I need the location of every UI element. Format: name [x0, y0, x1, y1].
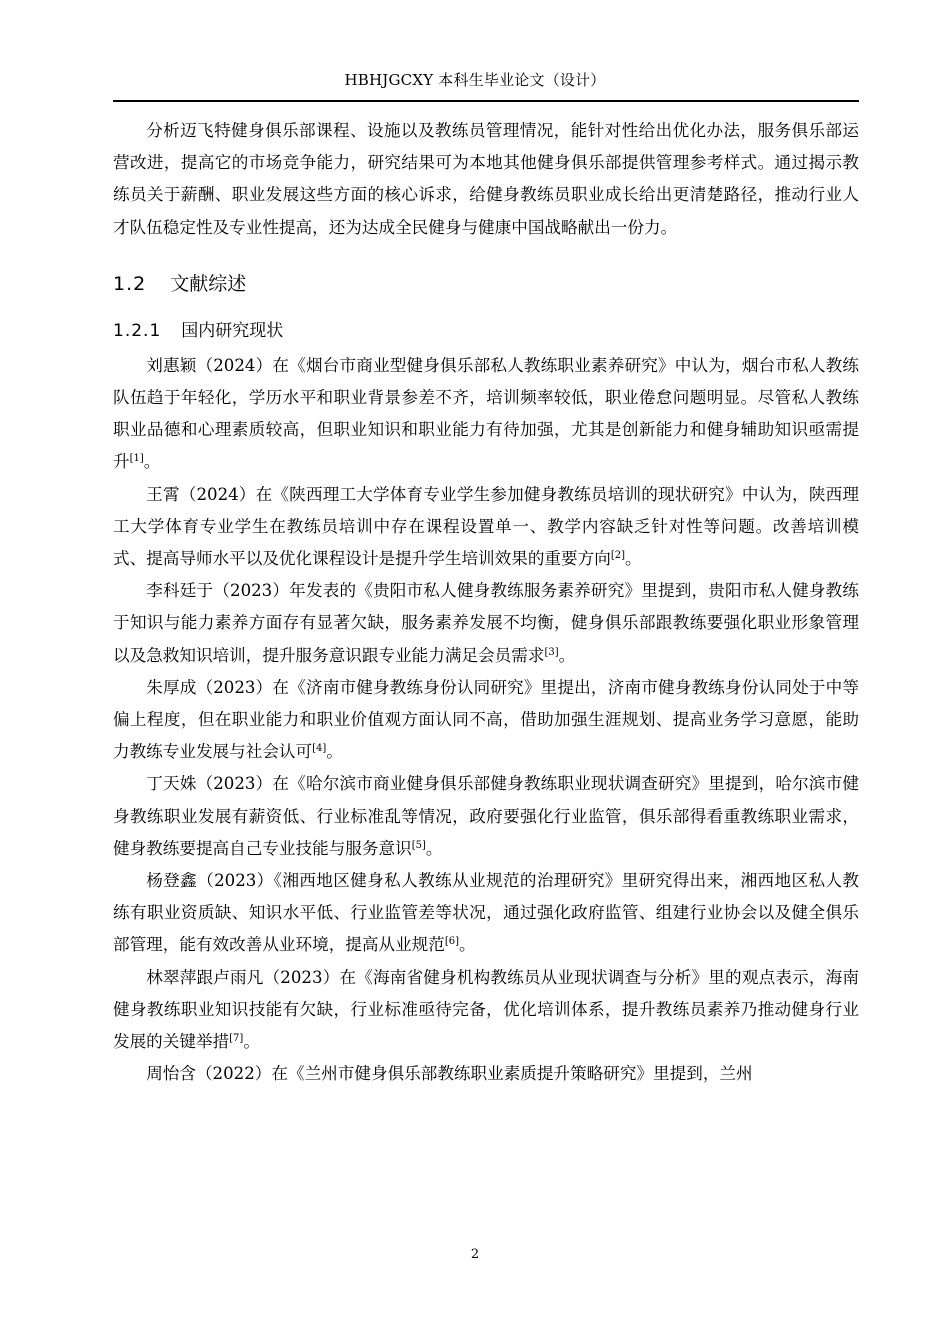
citation-ref: [4]	[312, 743, 327, 755]
review-end: 。	[326, 742, 343, 762]
review-paragraph-7	[113, 962, 859, 1059]
subsection-heading	[113, 318, 859, 344]
review-text: 杨登鑫（2023）《湘西地区健身私人教练从业规范的治理研究》里研究得出来，湘西地区私人教练有职业资质缺、知识水平低、行业监管差等状况，通过强化政府监管、组建行业协会以及健全俱乐部管理，能有效改善从业环境，提高从业规范	[113, 871, 859, 955]
running-header: HBHJGCXY 本科生毕业论文（设计）	[344, 71, 606, 89]
review-paragraph-1	[113, 350, 859, 479]
citation-ref: [3]	[544, 646, 559, 658]
citation-ref: [2]	[610, 550, 625, 562]
review-paragraph-6	[113, 865, 859, 962]
review-end: 。	[459, 935, 476, 955]
review-text: 林翠萍跟卢雨凡（2023）在《海南省健身机构教练员从业现状调查与分析》里的观点表示，海南健身教练职业知识技能有欠缺，行业标准亟待完备，优化培训体系，提升教练员素养乃推动健身行业发展的关键举措	[113, 967, 859, 1052]
review-end: 。	[143, 452, 161, 472]
section-title: 文献综述	[170, 272, 247, 295]
review-end: 。	[558, 645, 576, 665]
page-content	[113, 115, 859, 1090]
subsection-number: 1.2.1	[113, 320, 162, 341]
section-number: 1.2	[113, 272, 147, 295]
citation-ref: [5]	[411, 839, 426, 851]
review-paragraph-2	[113, 479, 859, 576]
review-end: 。	[243, 1032, 260, 1052]
citation-ref: [6]	[444, 936, 460, 948]
review-text: 丁天姝（2023）在《哈尔滨市商业健身俱乐部健身教练职业现状调查研究》里提到，哈尔滨市健身教练职业发展有薪资低、行业标准乱等情况，政府要强化行业监管，俱乐部得看重教练职业需求，健身教练要提高自己专业技能与服务意识	[113, 774, 859, 858]
review-paragraph-8	[113, 1058, 859, 1090]
review-text: 朱厚成（2023）在《济南市健身教练身份认同研究》里提出，济南市健身教练身份认同处于中等偏上程度，但在职业能力和职业价值观方面认同不高，借助加强生涯规划、提高业务学习意愿，能助力教练专业发展与社会认可	[113, 677, 859, 762]
section-heading	[113, 270, 859, 298]
review-text: 王霄（2024）在《陕西理工大学体育专业学生参加健身教练员培训的现状研究》中认为，陕西理工大学体育专业学生在教练员培训中存在课程设置单一、教学内容缺乏针对性等问题。改善培训模式、提高导师水平以及优化课程设计是提升学生培训效果的重要方向	[113, 484, 859, 569]
intro-paragraph: 分析迈飞特健身俱乐部课程、设施以及教练员管理情况，能针对性给出优化办法，服务俱乐部运营改进，提高它的市场竞争能力，研究结果可为本地其他健身俱乐部提供管理参考样式。通过揭示教练员关于薪酬、职业发展这些方面的核心诉求，给健身教练员职业成长给出更清楚路径，推动行业人才队伍稳定性及专业性提高，还为达成全民健身与健康中国战略献出一份力。	[113, 121, 859, 237]
citation-ref: [7]	[229, 1033, 244, 1045]
review-text: 周怡含（2022）在《兰州市健身俱乐部教练职业素质提升策略研究》里提到，兰州	[146, 1064, 753, 1084]
review-end: 。	[624, 549, 642, 569]
header-rule	[113, 100, 859, 102]
review-paragraph-4	[113, 672, 859, 769]
review-text: 李科廷于（2023）年发表的《贵阳市私人健身教练服务素养研究》里提到，贵阳市私人健身教练于知识与能力素养方面存有显著欠缺，服务素养发展不均衡，健身俱乐部跟教练要强化职业形象管理以及急救知识培训，提升服务意识跟专业能力满足会员需求	[113, 581, 859, 665]
review-paragraph-3	[113, 575, 859, 672]
subsection-title: 国内研究现状	[181, 320, 284, 341]
review-text: 刘惠颖（2024）在《烟台市商业型健身俱乐部私人教练职业素养研究》中认为，烟台市私人教练队伍趋于年轻化，学历水平和职业背景参差不齐，培训频率较低，职业倦怠问题明显。尽管私人教练职业品德和心理素质较高，但职业知识和职业能力有待加强，尤其是创新能力和健身辅助知识亟需提升	[113, 355, 859, 472]
page-number: 2	[470, 1247, 480, 1262]
citation-ref: [1]	[129, 453, 144, 465]
review-end: 。	[425, 838, 443, 858]
review-paragraph-5	[113, 768, 859, 865]
